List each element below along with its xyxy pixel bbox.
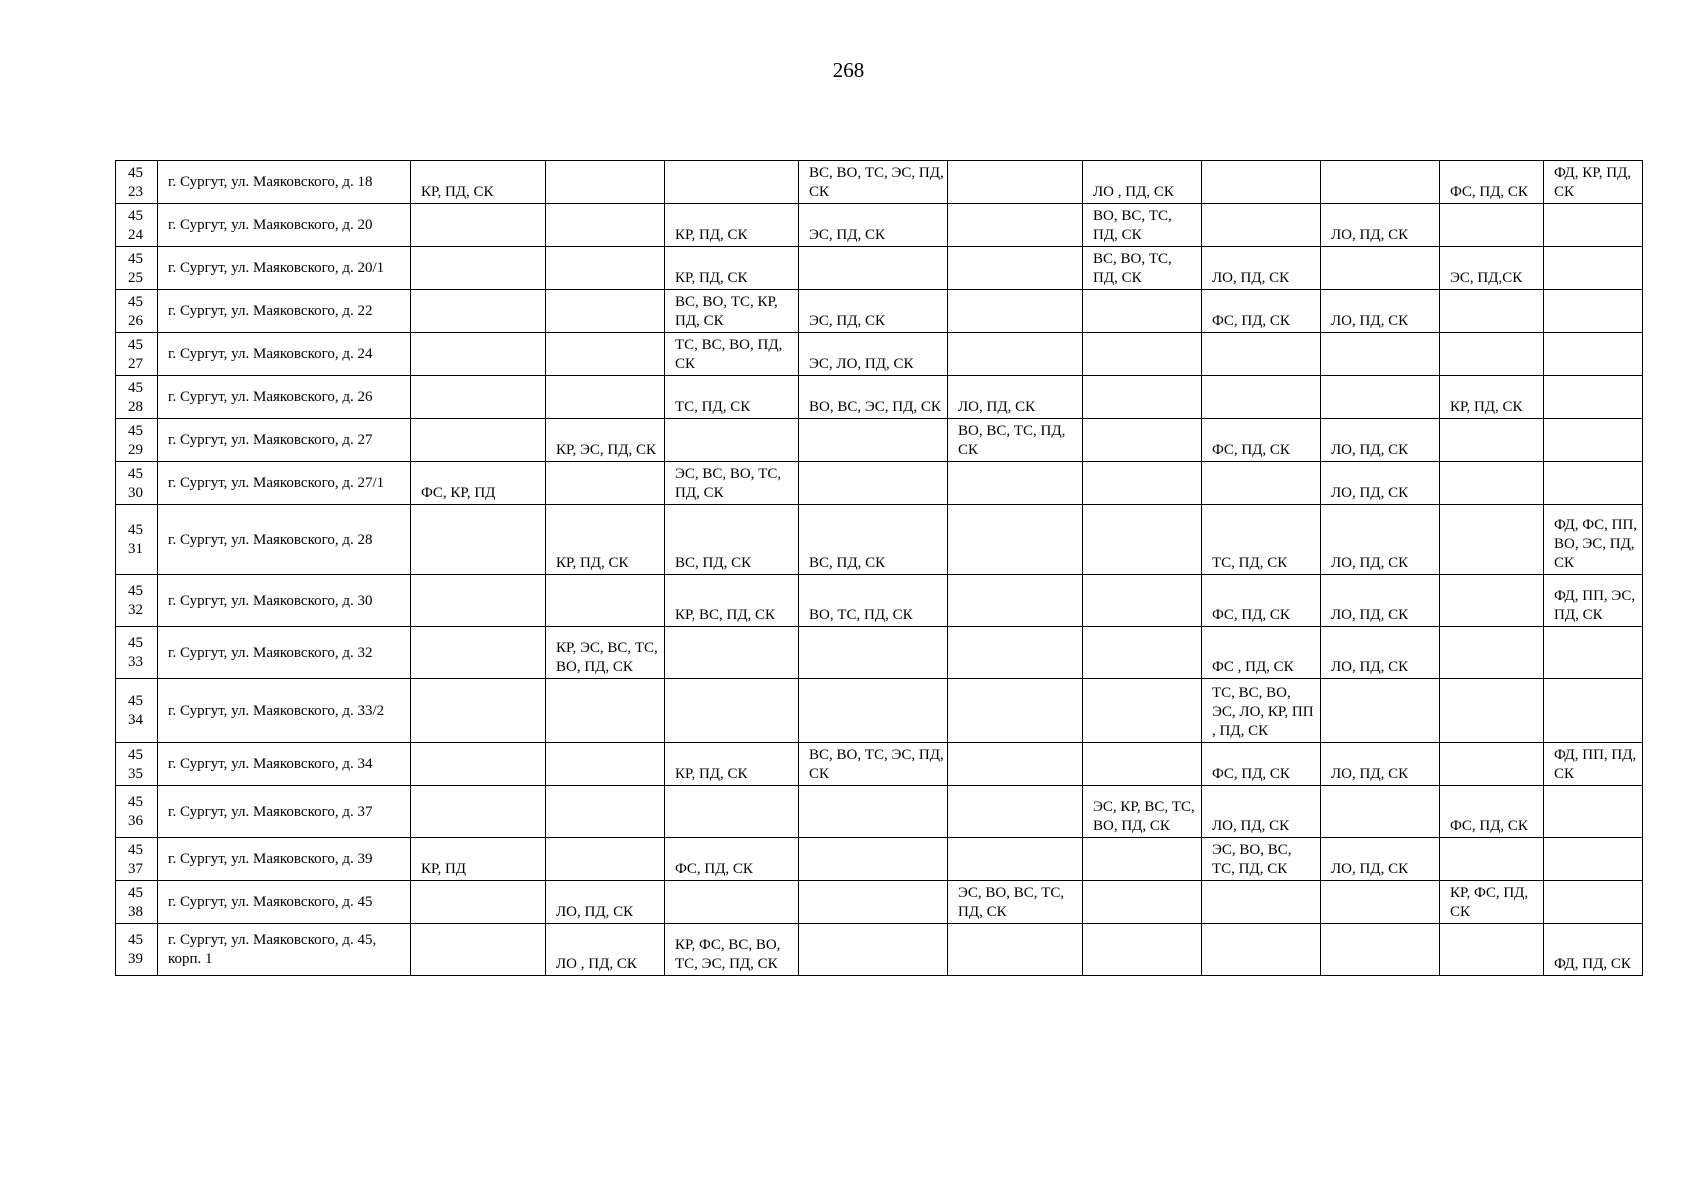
work-type-cell: ЭС, ПД, СК — [799, 290, 948, 333]
work-type-cell — [1083, 838, 1202, 881]
row-number-part: 28 — [128, 398, 143, 415]
work-type-cell — [799, 247, 948, 290]
work-type-cell: КР, ПД, СК — [411, 161, 546, 204]
row-number-part: 39 — [128, 951, 143, 967]
row-number-part: 37 — [128, 860, 143, 877]
work-type-cell — [1083, 743, 1202, 786]
work-type-cell: ЛО , ПД, СК — [546, 924, 665, 976]
address-cell: г. Сургут, ул. Маяковского, д. 22 — [158, 290, 411, 333]
row-number-part: 45 — [128, 336, 143, 353]
work-type-cell — [411, 376, 546, 419]
table-row — [116, 204, 1643, 247]
work-type-cell: ЛО, ПД, СК — [1202, 247, 1321, 290]
work-type-cell: ЭС, ПД, СК — [799, 204, 948, 247]
row-number-part: 45 — [128, 465, 143, 482]
work-type-cell — [1440, 627, 1544, 679]
work-type-cell — [948, 247, 1083, 290]
work-type-cell: ФС, ПД, СК — [1202, 290, 1321, 333]
address-cell: г. Сургут, ул. Маяковского, д. 45 — [158, 881, 411, 924]
work-type-cell — [1202, 333, 1321, 376]
work-type-cell — [411, 505, 546, 575]
work-type-cell — [1202, 462, 1321, 505]
work-type-cell — [1083, 627, 1202, 679]
work-type-cell: ВС, ВО, ТС, ЭС, ПД, СК — [799, 161, 948, 204]
work-type-cell — [1083, 290, 1202, 333]
table-body — [116, 161, 1643, 976]
work-type-cell: ЭС, ВО, ВС, ТС, ПД, СК — [1202, 838, 1321, 881]
work-type-cell — [1321, 247, 1440, 290]
work-type-cell: ЛО, ПД, СК — [1321, 838, 1440, 881]
work-type-cell — [546, 679, 665, 743]
work-type-cell — [1440, 743, 1544, 786]
work-type-cell: ВО, ВС, ТС, ПД, СК — [948, 419, 1083, 462]
row-number — [116, 161, 158, 204]
work-type-cell — [665, 627, 799, 679]
row-number — [116, 786, 158, 838]
row-number-part: 45 — [128, 207, 143, 224]
row-number-part: 45 — [128, 379, 143, 396]
work-type-cell — [1544, 247, 1643, 290]
work-type-cell — [1202, 881, 1321, 924]
work-type-cell — [1083, 376, 1202, 419]
work-type-cell: ЭС, ЛО, ПД, СК — [799, 333, 948, 376]
work-type-cell: ВС, ПД, СК — [665, 505, 799, 575]
address-cell: г. Сургут, ул. Маяковского, д. 39 — [158, 838, 411, 881]
work-type-cell — [1321, 333, 1440, 376]
work-type-cell — [411, 627, 546, 679]
work-type-cell — [799, 462, 948, 505]
work-type-cell: ТС, ВС, ВО, ПД, СК — [665, 333, 799, 376]
work-type-cell — [1083, 333, 1202, 376]
work-type-cell: ВС, ПД, СК — [799, 505, 948, 575]
row-number-part: 32 — [128, 602, 143, 618]
work-type-cell: КР, ЭС, ВС, ТС, ВО, ПД, СК — [546, 627, 665, 679]
row-number-part: 45 — [128, 746, 143, 763]
address-cell: г. Сургут, ул. Маяковского, д. 27/1 — [158, 462, 411, 505]
row-number — [116, 419, 158, 462]
work-type-cell — [1321, 786, 1440, 838]
page-number: 268 — [832, 58, 865, 82]
work-type-cell — [1440, 419, 1544, 462]
work-type-cell: ТС, ПД, СК — [1202, 505, 1321, 575]
work-type-cell — [546, 575, 665, 627]
address-cell: г. Сургут, ул. Маяковского, д. 24 — [158, 333, 411, 376]
row-number-part: 26 — [128, 312, 143, 329]
work-type-cell — [1440, 204, 1544, 247]
address-cell: г. Сургут, ул. Маяковского, д. 45, корп. 1 — [158, 924, 411, 976]
address-cell: г. Сургут, ул. Маяковского, д. 18 — [158, 161, 411, 204]
work-type-cell — [546, 204, 665, 247]
work-type-cell: ФД, ПП, ЭС, ПД, СК — [1544, 575, 1643, 627]
work-type-cell: КР, ЭС, ПД, СК — [546, 419, 665, 462]
table-row — [116, 462, 1643, 505]
work-type-cell — [799, 419, 948, 462]
address-cell: г. Сургут, ул. Маяковского, д. 20/1 — [158, 247, 411, 290]
work-type-cell — [411, 419, 546, 462]
work-type-cell — [1544, 333, 1643, 376]
table-row — [116, 924, 1643, 976]
work-type-cell — [411, 290, 546, 333]
work-type-cell — [1440, 679, 1544, 743]
work-type-cell — [411, 743, 546, 786]
row-number-part: 36 — [128, 813, 143, 829]
work-type-cell: ЛО , ПД, СК — [1083, 161, 1202, 204]
address-cell: г. Сургут, ул. Маяковского, д. 20 — [158, 204, 411, 247]
work-type-cell: КР, ФС, ПД, СК — [1440, 881, 1544, 924]
work-type-cell — [948, 575, 1083, 627]
work-type-cell — [665, 679, 799, 743]
address-cell: г. Сургут, ул. Маяковского, д. 34 — [158, 743, 411, 786]
work-type-cell — [799, 786, 948, 838]
work-type-cell — [1544, 376, 1643, 419]
work-type-cell — [1544, 627, 1643, 679]
row-number-part: 45 — [128, 164, 143, 181]
work-type-cell — [411, 204, 546, 247]
work-type-cell: ЛО, ПД, СК — [546, 881, 665, 924]
work-type-cell — [1440, 838, 1544, 881]
work-type-cell: ЭС, КР, ВС, ТС, ВО, ПД, СК — [1083, 786, 1202, 838]
work-type-cell: ФС, ПД, СК — [1440, 161, 1544, 204]
work-type-cell — [1544, 419, 1643, 462]
row-number — [116, 505, 158, 575]
row-number-part: 34 — [128, 712, 143, 728]
work-type-cell — [1083, 462, 1202, 505]
work-type-cell — [546, 247, 665, 290]
work-type-cell: ЛО, ПД, СК — [1321, 462, 1440, 505]
row-number-part: 24 — [128, 226, 143, 243]
table-row — [116, 419, 1643, 462]
row-number-part: 45 — [128, 522, 143, 538]
work-type-cell — [665, 881, 799, 924]
row-number — [116, 462, 158, 505]
work-type-cell — [1202, 161, 1321, 204]
work-type-cell: КР, ВС, ПД, СК — [665, 575, 799, 627]
work-type-cell — [948, 924, 1083, 976]
work-type-cell — [799, 838, 948, 881]
work-type-cell — [799, 627, 948, 679]
work-type-cell: КР, ПД, СК — [665, 204, 799, 247]
work-type-cell: ФС, ПД, СК — [1202, 575, 1321, 627]
row-number-part: 30 — [128, 484, 143, 501]
row-number-part: 25 — [128, 269, 143, 286]
row-number-part: 45 — [128, 583, 143, 599]
work-type-cell — [948, 290, 1083, 333]
work-type-cell — [1083, 419, 1202, 462]
work-type-cell — [411, 679, 546, 743]
work-type-cell: ВС, ВО, ТС, КР, ПД, СК — [665, 290, 799, 333]
row-number-part: 35 — [128, 765, 143, 782]
table-row — [116, 505, 1643, 575]
row-number — [116, 679, 158, 743]
work-type-cell — [1083, 575, 1202, 627]
work-type-cell — [948, 462, 1083, 505]
table-row — [116, 376, 1643, 419]
work-type-cell — [1544, 881, 1643, 924]
work-type-cell: ЭС, ПД,СК — [1440, 247, 1544, 290]
work-type-cell: ЛО, ПД, СК — [1321, 505, 1440, 575]
work-type-cell: ВС, ВО, ТС, ПД, СК — [1083, 247, 1202, 290]
address-cell: г. Сургут, ул. Маяковского, д. 30 — [158, 575, 411, 627]
table-row — [116, 838, 1643, 881]
work-type-cell: КР, ПД — [411, 838, 546, 881]
row-number-part: 45 — [128, 884, 143, 901]
work-type-cell — [1083, 679, 1202, 743]
work-type-cell: ФС, ПД, СК — [1202, 743, 1321, 786]
work-type-cell — [1321, 679, 1440, 743]
work-type-cell — [1440, 924, 1544, 976]
work-type-cell: КР, ПД, СК — [546, 505, 665, 575]
table-row — [116, 575, 1643, 627]
work-type-cell: ЛО, ПД, СК — [1321, 290, 1440, 333]
work-type-cell: ТС, ВС, ВО, ЭС, ЛО, КР, ПП , ПД, СК — [1202, 679, 1321, 743]
row-number-part: 45 — [128, 422, 143, 439]
work-type-cell — [411, 333, 546, 376]
row-number — [116, 743, 158, 786]
work-type-cell: КР, ПД, СК — [665, 743, 799, 786]
work-type-cell: ФД, ФС, ПП, ВО, ЭС, ПД, СК — [1544, 505, 1643, 575]
work-type-cell — [948, 838, 1083, 881]
work-type-cell: КР, ФС, ВС, ВО, ТС, ЭС, ПД, СК — [665, 924, 799, 976]
work-type-cell: ВС, ВО, ТС, ЭС, ПД, СК — [799, 743, 948, 786]
work-type-cell: ЛО, ПД, СК — [1321, 204, 1440, 247]
work-type-cell — [1083, 505, 1202, 575]
table-row — [116, 333, 1643, 376]
row-number — [116, 881, 158, 924]
work-type-cell — [1440, 462, 1544, 505]
work-type-cell — [411, 247, 546, 290]
table-row — [116, 247, 1643, 290]
row-number-part: 38 — [128, 903, 143, 920]
work-type-cell — [665, 786, 799, 838]
row-number-part: 27 — [128, 355, 143, 372]
row-number — [116, 204, 158, 247]
work-type-cell: ТС, ПД, СК — [665, 376, 799, 419]
work-type-cell — [546, 290, 665, 333]
work-type-cell — [1440, 333, 1544, 376]
address-cell: г. Сургут, ул. Маяковского, д. 27 — [158, 419, 411, 462]
address-cell: г. Сургут, ул. Маяковского, д. 28 — [158, 505, 411, 575]
work-type-cell — [411, 786, 546, 838]
table-row — [116, 881, 1643, 924]
row-number-part: 33 — [128, 654, 143, 670]
work-type-cell — [1440, 575, 1544, 627]
table-row — [116, 290, 1643, 333]
row-number — [116, 627, 158, 679]
work-type-cell — [948, 204, 1083, 247]
work-type-cell: ФС, ПД, СК — [665, 838, 799, 881]
work-type-cell — [1321, 376, 1440, 419]
work-type-cell — [411, 881, 546, 924]
row-number — [116, 333, 158, 376]
row-number-part: 45 — [128, 250, 143, 267]
work-type-cell — [546, 838, 665, 881]
work-type-cell — [1083, 924, 1202, 976]
row-number — [116, 290, 158, 333]
row-number-part: 45 — [128, 841, 143, 858]
work-type-cell: ЛО, ПД, СК — [1202, 786, 1321, 838]
work-type-cell — [1083, 881, 1202, 924]
work-type-cell: ФД, ПД, СК — [1544, 924, 1643, 976]
work-type-cell: ЛО, ПД, СК — [1321, 419, 1440, 462]
work-type-cell — [1544, 204, 1643, 247]
work-type-cell — [948, 505, 1083, 575]
work-type-cell — [546, 333, 665, 376]
work-type-cell: КР, ПД, СК — [1440, 376, 1544, 419]
work-type-cell — [665, 419, 799, 462]
row-number — [116, 924, 158, 976]
work-type-cell — [1544, 838, 1643, 881]
work-type-cell — [948, 333, 1083, 376]
work-type-cell — [1321, 924, 1440, 976]
work-type-cell — [948, 743, 1083, 786]
row-number — [116, 247, 158, 290]
table-row — [116, 786, 1643, 838]
work-type-cell — [546, 462, 665, 505]
work-type-cell — [411, 575, 546, 627]
table-row — [116, 161, 1643, 204]
work-type-cell — [948, 786, 1083, 838]
address-cell: г. Сургут, ул. Маяковского, д. 37 — [158, 786, 411, 838]
row-number-part: 45 — [128, 932, 143, 948]
work-type-cell: ЛО, ПД, СК — [948, 376, 1083, 419]
work-type-cell — [1202, 204, 1321, 247]
address-cell: г. Сургут, ул. Маяковского, д. 33/2 — [158, 679, 411, 743]
row-number-part: 45 — [128, 293, 143, 310]
work-type-cell: ЛО, ПД, СК — [1321, 743, 1440, 786]
work-type-cell: ЭС, ВС, ВО, ТС, ПД, СК — [665, 462, 799, 505]
address-cell: г. Сургут, ул. Маяковского, д. 26 — [158, 376, 411, 419]
row-number — [116, 838, 158, 881]
row-number-part: 29 — [128, 441, 143, 458]
work-type-cell — [546, 743, 665, 786]
work-type-cell — [799, 881, 948, 924]
address-cell: г. Сургут, ул. Маяковского, д. 32 — [158, 627, 411, 679]
work-type-cell — [948, 161, 1083, 204]
work-type-cell — [1321, 881, 1440, 924]
work-type-cell: ФД, КР, ПД, СК — [1544, 161, 1643, 204]
work-type-cell — [948, 679, 1083, 743]
repair-schedule-table — [115, 160, 1643, 976]
work-type-cell — [799, 924, 948, 976]
work-type-cell — [948, 627, 1083, 679]
work-type-cell: ФС , ПД, СК — [1202, 627, 1321, 679]
work-type-cell: ФД, ПП, ПД, СК — [1544, 743, 1643, 786]
row-number — [116, 575, 158, 627]
work-type-cell — [1440, 505, 1544, 575]
work-type-cell: ЛО, ПД, СК — [1321, 627, 1440, 679]
work-type-cell: ВО, ВС, ЭС, ПД, СК — [799, 376, 948, 419]
work-type-cell: ЛО, ПД, СК — [1321, 575, 1440, 627]
table-row — [116, 743, 1643, 786]
row-number-part: 31 — [128, 541, 143, 557]
work-type-cell — [1202, 376, 1321, 419]
work-type-cell — [1544, 462, 1643, 505]
work-type-cell — [1544, 679, 1643, 743]
work-type-cell — [1544, 786, 1643, 838]
row-number-part: 45 — [128, 794, 143, 810]
row-number-part: 23 — [128, 183, 143, 200]
work-type-cell — [1440, 290, 1544, 333]
table-row — [116, 679, 1643, 743]
table-row — [116, 627, 1643, 679]
work-type-cell: ФС, КР, ПД — [411, 462, 546, 505]
work-type-cell — [546, 786, 665, 838]
work-type-cell — [665, 161, 799, 204]
work-type-cell — [1202, 924, 1321, 976]
row-number-part: 45 — [128, 693, 143, 709]
work-type-cell — [411, 924, 546, 976]
work-type-cell: ВО, ТС, ПД, СК — [799, 575, 948, 627]
work-type-cell: ФС, ПД, СК — [1440, 786, 1544, 838]
row-number — [116, 376, 158, 419]
work-type-cell — [546, 376, 665, 419]
work-type-cell: КР, ПД, СК — [665, 247, 799, 290]
work-type-cell: ФС, ПД, СК — [1202, 419, 1321, 462]
work-type-cell — [546, 161, 665, 204]
row-number-part: 45 — [128, 635, 143, 651]
work-type-cell: ВО, ВС, ТС, ПД, СК — [1083, 204, 1202, 247]
work-type-cell — [1321, 161, 1440, 204]
work-type-cell — [1544, 290, 1643, 333]
work-type-cell — [799, 679, 948, 743]
work-type-cell: ЭС, ВО, ВС, ТС, ПД, СК — [948, 881, 1083, 924]
